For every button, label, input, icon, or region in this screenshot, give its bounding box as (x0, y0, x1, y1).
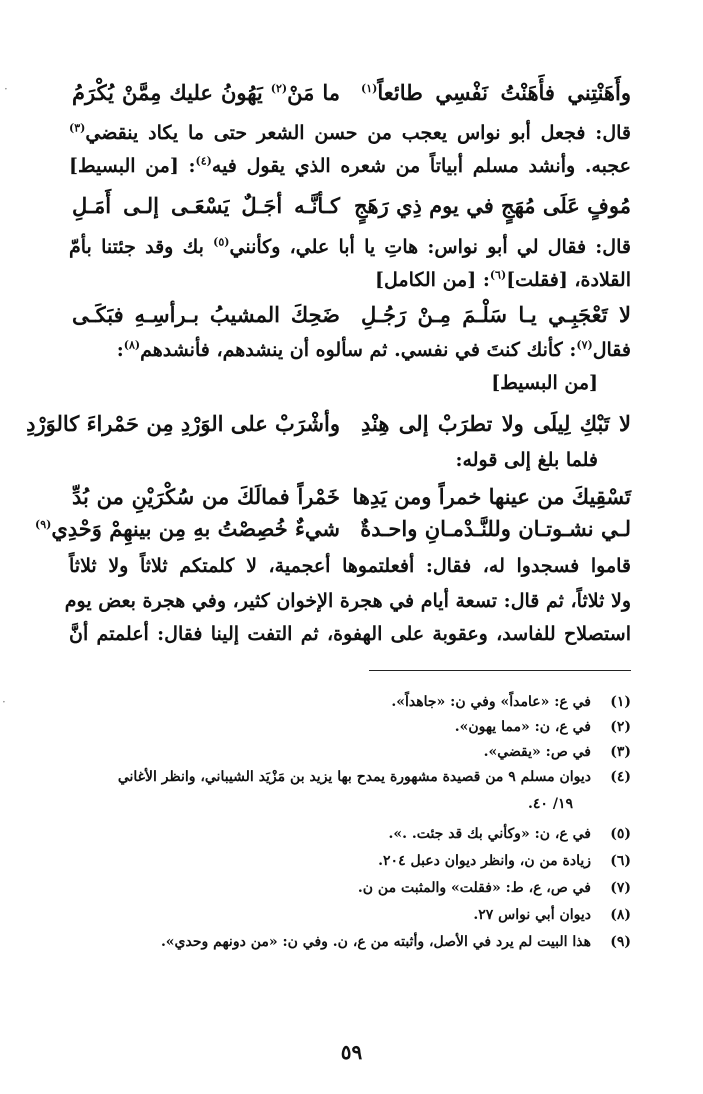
prose-text: قال: فقال لي أبو نواس: هاتِ يا أبا علي، وكأنني (229, 236, 631, 258)
footnote-5 (65, 826, 631, 842)
prose-text: : [من البسيط] (69, 155, 196, 177)
footnote-text: في ع، ن: «وكأني بك قد جئت. .». (388, 826, 591, 842)
prose-line-8 (117, 339, 631, 361)
prose-text: قاموا فسجدوا له، فقال: أفعلتموها أعجمية، لا كلمتكم ثلاثاً ولا ثلاثاً (69, 555, 631, 577)
footnote-6 (65, 853, 631, 869)
prose-line-6 (375, 269, 631, 291)
verse-text: وأشْرَبْ على الوَرْدِ مِن حَمْراءَ كالوَرْدِ (26, 411, 340, 436)
prose-text: بك وقد جئتنا بأمّ (69, 236, 214, 258)
verse-3-second-hemistich (72, 302, 340, 327)
prose-text: : [من الكامل] (375, 269, 490, 291)
page-number: ٥٩ (340, 1040, 363, 1064)
prose-text: القلادة، [فقلت] (506, 269, 631, 291)
footnote-3 (65, 744, 631, 760)
verse-text: خَمْراً فمالَكَ من سُكْرَيْنِ من بُدِّ (72, 484, 340, 509)
footnote-text: في ع، ن: «مما يهون». (454, 719, 591, 735)
footnote-text: في ص: «يقضي». (483, 744, 591, 760)
prose-text: عجبه. وأنشد مسلم أبياتاً من شعره الذي يقول فيه (211, 155, 631, 177)
prose-text: : كأنك كنتَ في نفسي. ثم سألوه أن ينشدهم، فأنشدهم (140, 339, 577, 361)
verse-text: يَهُونُ عليك مِمَّنْ يُكْرَمُ (72, 80, 271, 105)
verse-6-first-hemistich (361, 516, 631, 541)
footnote-ref: (٨) (123, 338, 141, 352)
footnote-text: زيادة من ن، وانظر ديوان دعبل ٢٠٤. (378, 853, 591, 869)
verse-text: لا تَبْكِ لِيلَى ولا تطرَبْ إلى هِنْدِ (361, 411, 631, 436)
prose-text: فقال (592, 339, 631, 361)
verse-1-first-hemistich (361, 80, 631, 105)
footnote-text: ديوان مسلم ٩ من قصيدة مشهورة يمدح بها يزيد بن مَزْيَد الشيباني، وانظر الأغاني (117, 769, 591, 785)
footnote-number: (٢) (610, 719, 631, 735)
scan-speck: · (2, 695, 6, 709)
verse-2-second-hemistich (72, 193, 340, 218)
verse-4-first-hemistich (361, 411, 631, 436)
verse-text: لا تَعْجَبِـي يـا سَلْـمَ مِـنْ رَجُـلِ (361, 302, 631, 327)
footnote-number: (٣) (610, 744, 631, 760)
verse-5-second-hemistich (72, 484, 340, 509)
footnote-ref: (١) (361, 82, 378, 95)
prose-text: استصلاح للفاسد، وعقوبة على الهفوة، ثم التفت إلينا فقال: أعلمتم أنَّ (69, 623, 631, 645)
footnote-4-continuation (528, 796, 573, 812)
prose-line-2 (69, 122, 631, 144)
footnote-9 (65, 934, 631, 950)
footnote-7 (65, 880, 631, 896)
footnote-text: ١٩/ ٤٠. (528, 796, 573, 812)
verse-text: تَسْقِيكَ من عينها خمراً ومن يَدِها (352, 484, 631, 509)
verse-text: كـأنَّـه أجَـلٌ يَسْعَـى إلـى أَمَـلِ (72, 193, 340, 218)
footnote-ref: (٧) (576, 338, 593, 352)
verse-text: ما مَنْ (287, 80, 340, 105)
footnote-text: ديوان أبي نواس ٢٧. (473, 907, 591, 923)
verse-text: مُوفٍ عَلَى مُهَجٍ في يوم ذِي رَهَجٍ (354, 193, 631, 218)
prose-line-3 (69, 155, 631, 177)
footnote-8 (65, 907, 631, 923)
verse-text: شيءٌ خُصِصْتُ بهِ مِن بينهِمْ وَحْدِي (51, 516, 340, 541)
scan-speck: · (4, 82, 8, 96)
prose-text: : (116, 339, 124, 361)
prose-text: قال: فجعل أبو نواس يعجب من حسن الشعر حتى ما يكاد ينقضي (85, 122, 631, 144)
prose-line-5 (69, 236, 631, 258)
verse-1-second-hemistich (72, 80, 340, 105)
verse-2-first-hemistich (354, 193, 631, 218)
prose-line-14 (69, 555, 631, 577)
footnote-separator (369, 670, 631, 671)
footnote-4 (65, 769, 631, 785)
prose-line-16 (69, 623, 631, 645)
footnote-ref: (٤) (195, 154, 212, 168)
footnote-text: هذا البيت لم يرد في الأصل، وأثبته من ع، ن. وفي ن: «من دونهم وحدي». (160, 934, 591, 950)
footnote-ref: (٩) (34, 518, 52, 531)
prose-text: ولا ثلاثاً، ثم قال: تسعة أيام في هجرة الإخوان كثير، وفي هجرة بعض يوم (64, 590, 631, 612)
footnote-number: (١) (610, 694, 631, 710)
footnote-number: (٧) (610, 880, 631, 896)
footnote-text: في ع: «عامداً» وفي ن: «جاهداً». (391, 694, 591, 710)
footnote-ref: (٦) (489, 268, 507, 282)
verse-6-second-hemistich (34, 516, 340, 541)
footnote-number: (٥) (610, 826, 631, 842)
verse-text: ضَحِكَ المشيبُ بـرأسِـهِ فبَكَـى (72, 302, 340, 327)
footnote-number: (٩) (610, 934, 631, 950)
footnote-number: (٨) (610, 907, 631, 923)
footnote-number: (٦) (610, 853, 631, 869)
verse-5-first-hemistich (352, 484, 631, 509)
meter-label (491, 372, 598, 394)
verse-text: لـي نشـوتـان وللنَّـدْمـانِ واحـدةٌ (360, 516, 631, 541)
footnote-number: (٤) (610, 769, 631, 785)
footnote-1 (65, 694, 631, 710)
prose-text: فلما بلغ إلى قوله: (455, 449, 598, 471)
footnote-ref: (٥) (213, 235, 230, 249)
footnote-ref: (٢) (270, 82, 288, 95)
footnote-2 (65, 719, 631, 735)
verse-text: وأَهَنْتِني فأَهَنْتُ نَفْسِي طائعاً (377, 80, 631, 105)
footnote-text: في ص، ع، ط: «فقلت» والمثبت من ن. (357, 880, 591, 896)
prose-line-15 (64, 590, 631, 612)
footnote-ref: (٣) (69, 121, 86, 135)
verse-3-first-hemistich (361, 302, 631, 327)
verse-4-second-hemistich (26, 411, 340, 436)
prose-text: [من البسيط] (491, 372, 598, 394)
prose-line-11 (456, 449, 598, 471)
